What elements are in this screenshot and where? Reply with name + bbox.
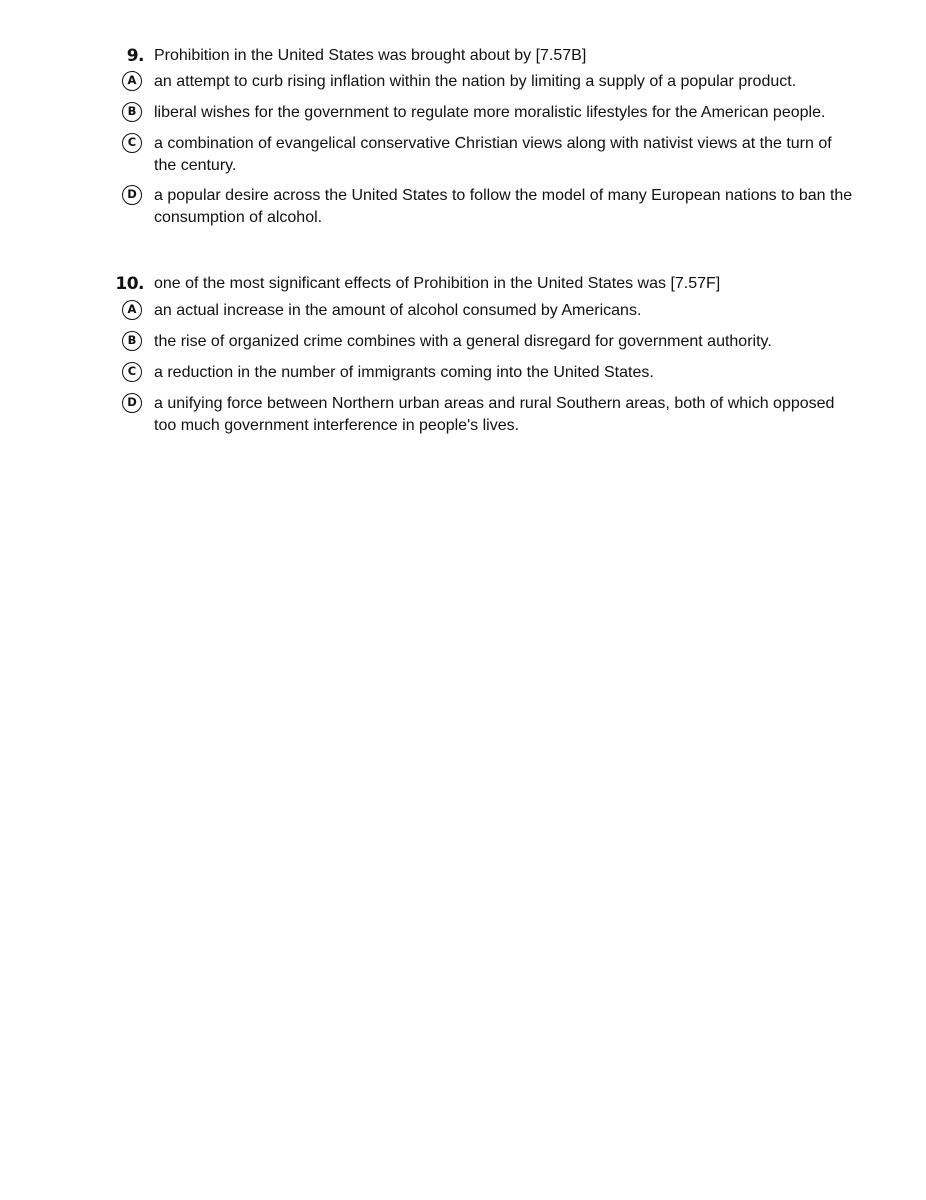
option-bubble-d[interactable]: D <box>122 185 142 205</box>
answer-option-a[interactable] <box>114 71 854 93</box>
answer-option-b[interactable] <box>114 102 854 124</box>
answer-option-d[interactable] <box>114 393 854 437</box>
option-bubble-a[interactable]: A <box>122 71 142 91</box>
question-header <box>114 272 854 296</box>
option-bubble-c[interactable]: C <box>122 362 142 382</box>
option-text: an actual increase in the amount of alcohol consumed by Americans. <box>154 302 642 319</box>
option-text: a popular desire across the United States to follow the model of many European nations to ban the consumption of alcohol. <box>154 187 853 226</box>
answer-option-d[interactable] <box>114 185 854 229</box>
option-bubble-a[interactable]: A <box>122 300 142 320</box>
question-9 <box>114 44 854 229</box>
option-bubble-b[interactable]: B <box>122 331 142 351</box>
option-text: an attempt to curb rising inflation within the nation by limiting a supply of a popular product. <box>154 73 797 90</box>
answer-option-b[interactable] <box>114 331 854 353</box>
option-text: a unifying force between Northern urban areas and rural Southern areas, both of which opposed too much government interference in people's lives. <box>154 395 835 434</box>
question-10 <box>114 272 854 437</box>
answer-option-c[interactable] <box>114 362 854 384</box>
question-number: 10. <box>115 274 144 294</box>
question-text: one of the most significant effects of Prohibition in the United States was [7.57F] <box>154 275 721 292</box>
answer-option-c[interactable] <box>114 133 854 177</box>
option-text: a reduction in the number of immigrants coming into the United States. <box>154 364 654 381</box>
option-bubble-b[interactable]: B <box>122 102 142 122</box>
option-bubble-d[interactable]: D <box>122 393 142 413</box>
question-number: 9. <box>126 46 144 66</box>
option-text: liberal wishes for the government to regulate more moralistic lifestyles for the American people. <box>154 104 826 121</box>
answer-option-a[interactable] <box>114 300 854 322</box>
question-header <box>114 44 854 68</box>
option-text: the rise of organized crime combines with a general disregard for government authority. <box>154 333 772 350</box>
option-text: a combination of evangelical conservative Christian views along with nativist views at the turn of the century. <box>154 135 832 174</box>
option-bubble-c[interactable]: C <box>122 133 142 153</box>
question-text: Prohibition in the United States was brought about by [7.57B] <box>154 47 587 64</box>
